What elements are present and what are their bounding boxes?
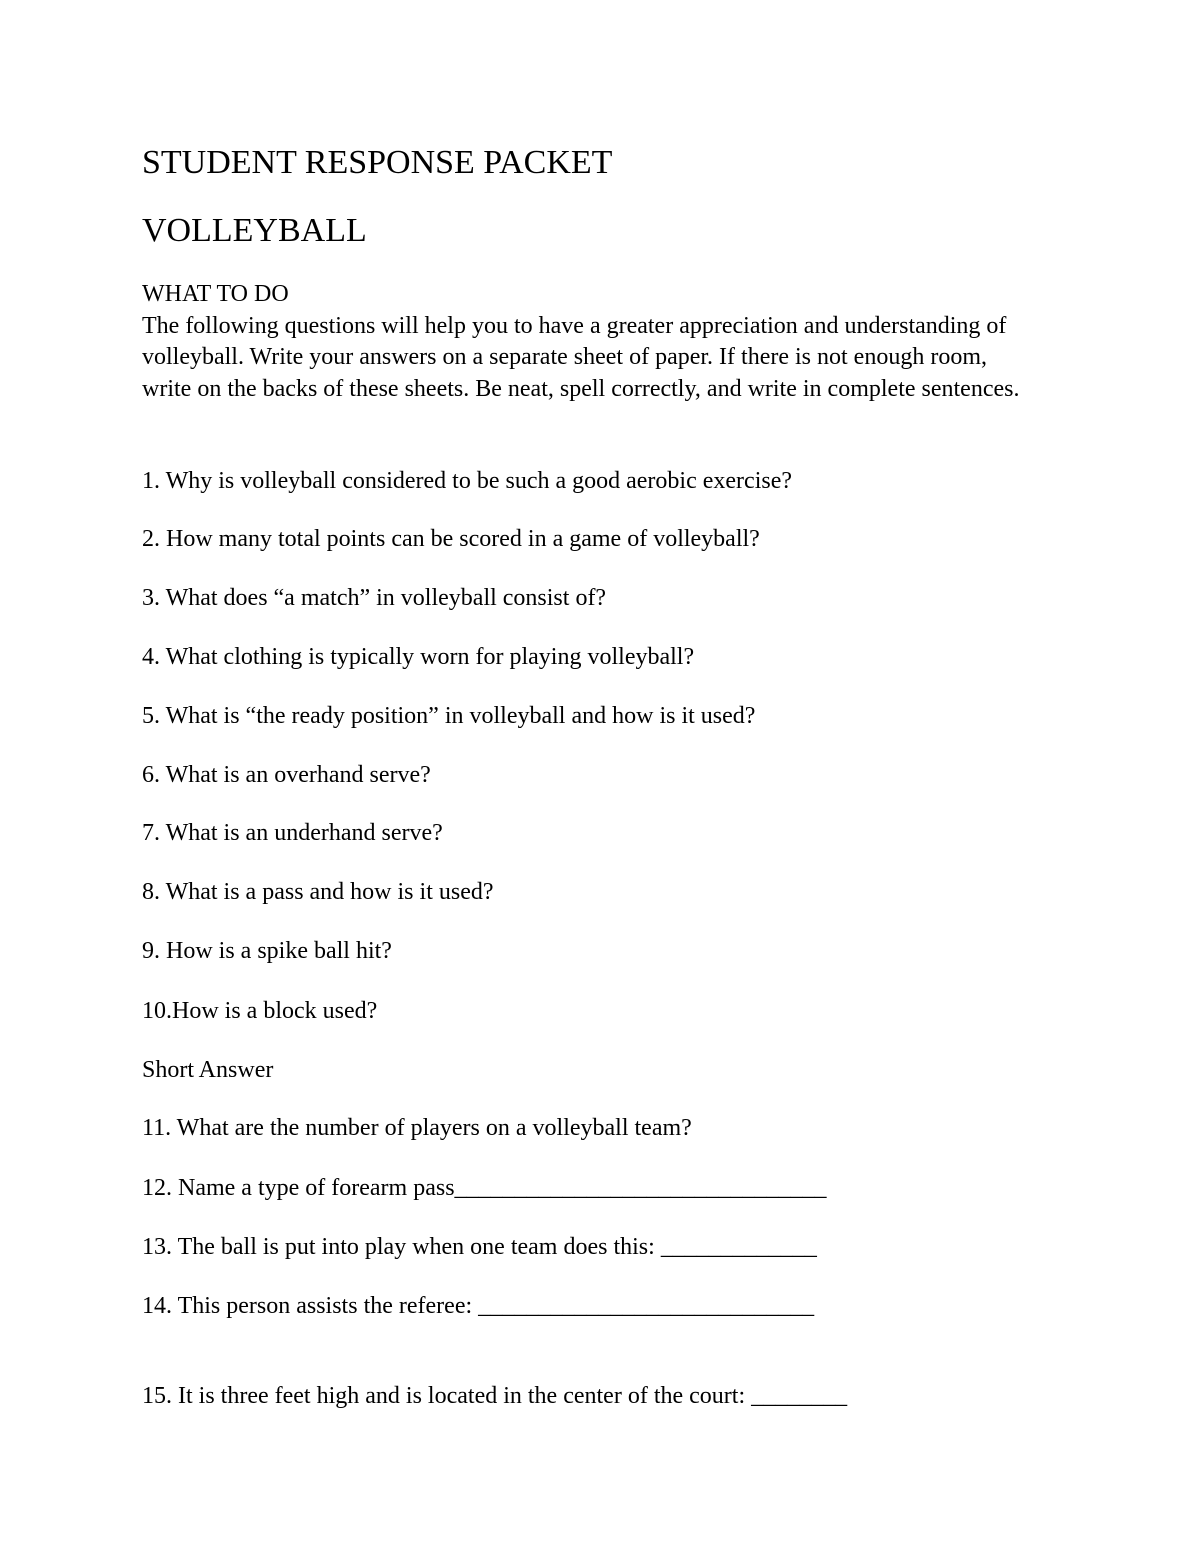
instructions-body: The following questions will help you to have a greater appreciation and understanding of volleyball. Write your answers on a separate sheet of paper. If there is not enough room, write on the backs of these sheets. Be neat, spell correctly, and write in complete sentences. [142, 312, 1020, 402]
document-subtitle: VOLLEYBALL [142, 212, 367, 249]
document-title: STUDENT RESPONSE PACKET [142, 144, 613, 181]
question-3: 3. What does “a match” in volleyball consist of? [142, 585, 607, 611]
question-10: 10.How is a block used? [142, 998, 378, 1024]
question-4: 4. What clothing is typically worn for playing volleyball? [142, 644, 695, 670]
question-7: 7. What is an underhand serve? [142, 820, 443, 846]
question-1: 1. Why is volleyball considered to be such a good aerobic exercise? [142, 468, 793, 494]
question-13: 13. The ball is put into play when one team does this: _____________ [142, 1234, 817, 1260]
question-12: 12. Name a type of forearm pass_______________________________ [142, 1175, 827, 1201]
question-6: 6. What is an overhand serve? [142, 762, 431, 788]
question-8: 8. What is a pass and how is it used? [142, 879, 494, 905]
question-14: 14. This person assists the referee: ____________________________ [142, 1293, 815, 1319]
short-answer-heading: Short Answer [142, 1057, 274, 1083]
instructions-block [142, 279, 1042, 405]
question-2: 2. How many total points can be scored in a game of volleyball? [142, 526, 760, 552]
question-9: 9. How is a spike ball hit? [142, 938, 392, 964]
question-11: 11. What are the number of players on a volleyball team? [142, 1115, 692, 1141]
question-5: 5. What is “the ready position” in volleyball and how is it used? [142, 703, 756, 729]
instructions-heading: WHAT TO DO [142, 281, 289, 307]
question-15: 15. It is three feet high and is located in the center of the court: ________ [142, 1383, 848, 1409]
